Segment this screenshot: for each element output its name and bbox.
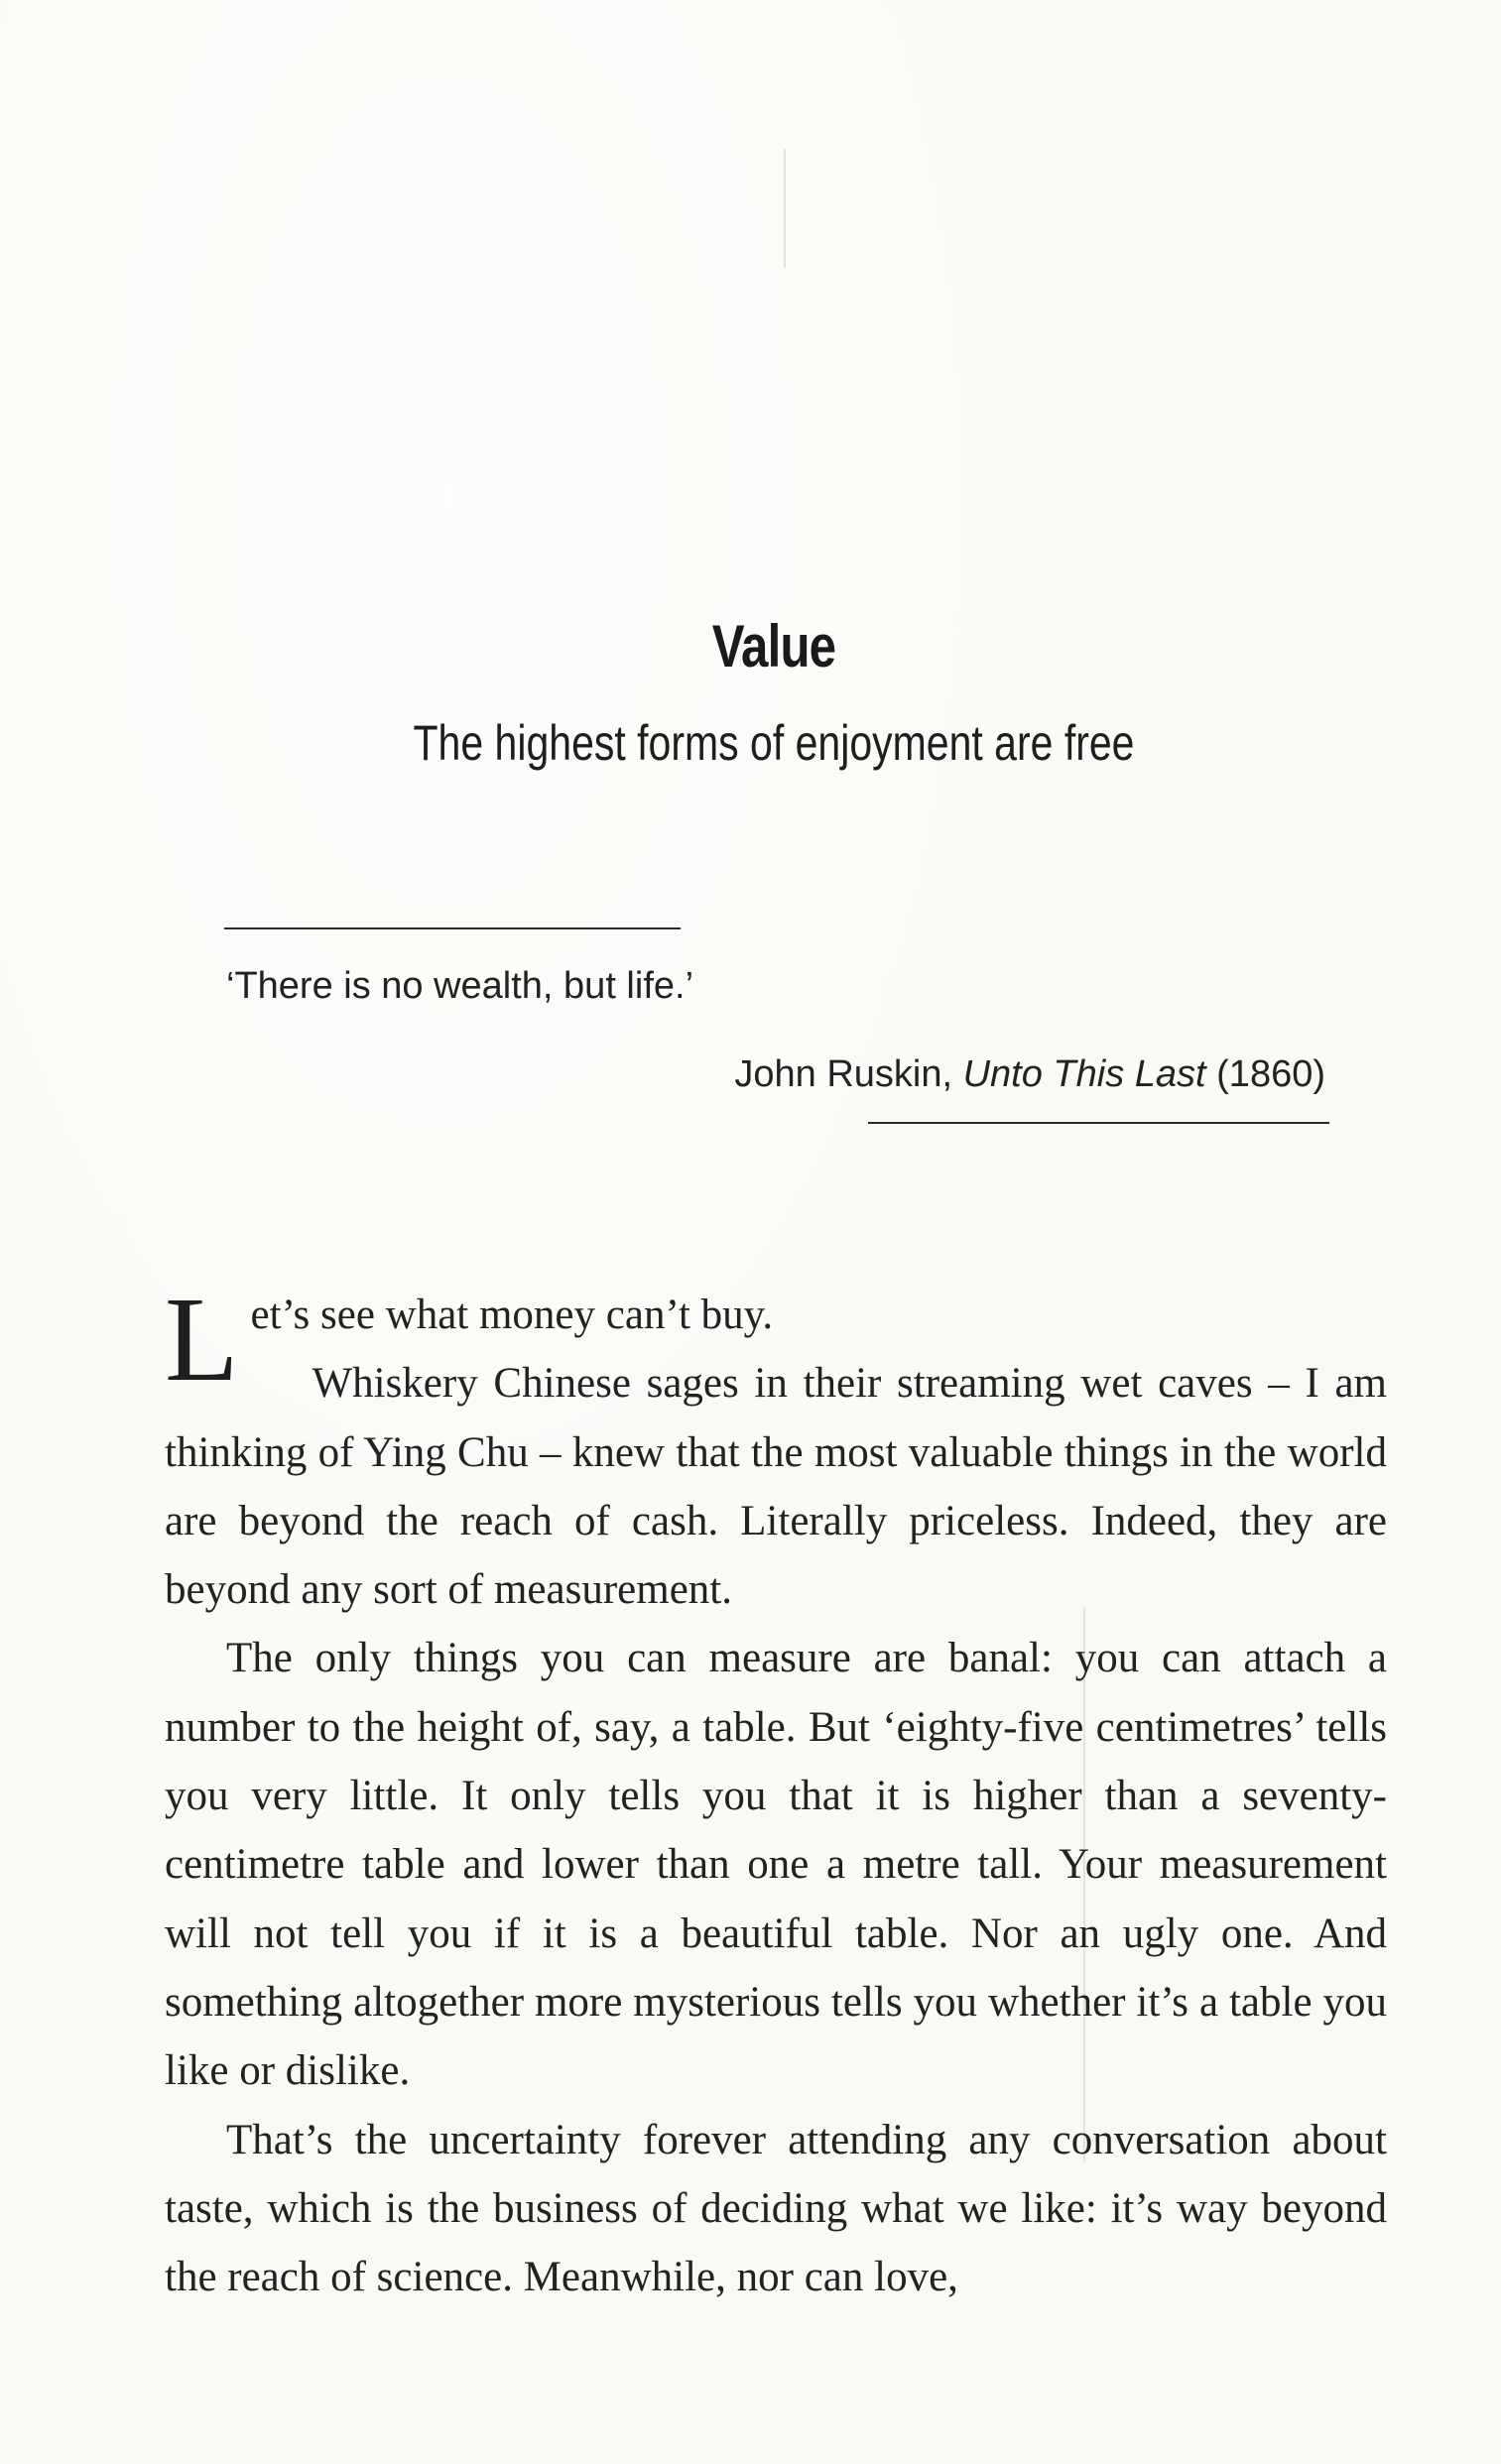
epigraph-attribution [734, 1047, 1325, 1102]
opening-line-text: et’s see what money can’t buy. [250, 1292, 774, 1338]
chapter-subtitle: The highest forms of enjoyment are free [413, 715, 1135, 771]
chapter-title: Value [711, 613, 836, 679]
epigraph-year: (1860) [1205, 1053, 1325, 1095]
epigraph-work: Unto This Last [962, 1053, 1206, 1095]
epigraph-rule-bottom [868, 1122, 1329, 1124]
scan-artifact [784, 149, 786, 268]
opening-line [165, 1273, 1387, 1407]
epigraph-rule-top [224, 927, 681, 929]
epigraph-author: John Ruskin, [734, 1053, 963, 1095]
paragraph: That’s the uncertainty forever attending any conversation about taste, which is the business of deciding what we like: it’s way beyond the reach of science. Meanwhile, nor can love, [165, 2116, 1387, 2301]
paragraph: The only things you can measure are banal: you can attach a number to the height of, say, a table. But ‘eighty-five centimetres’ tells you very little. It only tells you that it is higher than a seventy-centimetre table and lower than one a metre tall. Your measurement will not tell you if it is a beautiful table. Nor an ugly one. And something altogether more mysterious tells you whether it’s a table you like or dislike. [165, 1635, 1387, 2095]
epigraph-quote: ‘There is no wealth, but life.’ [226, 965, 694, 1007]
paragraph: Whiskery Chinese sages in their streaming wet caves – I am thinking of Ying Chu – knew that the most valuable things in the world are beyond the reach of cash. Literally priceless. Indeed, they are beyond any sort of measurement. [165, 1360, 1387, 1614]
drop-cap: L [165, 1273, 239, 1407]
body-text [165, 1273, 1387, 2311]
